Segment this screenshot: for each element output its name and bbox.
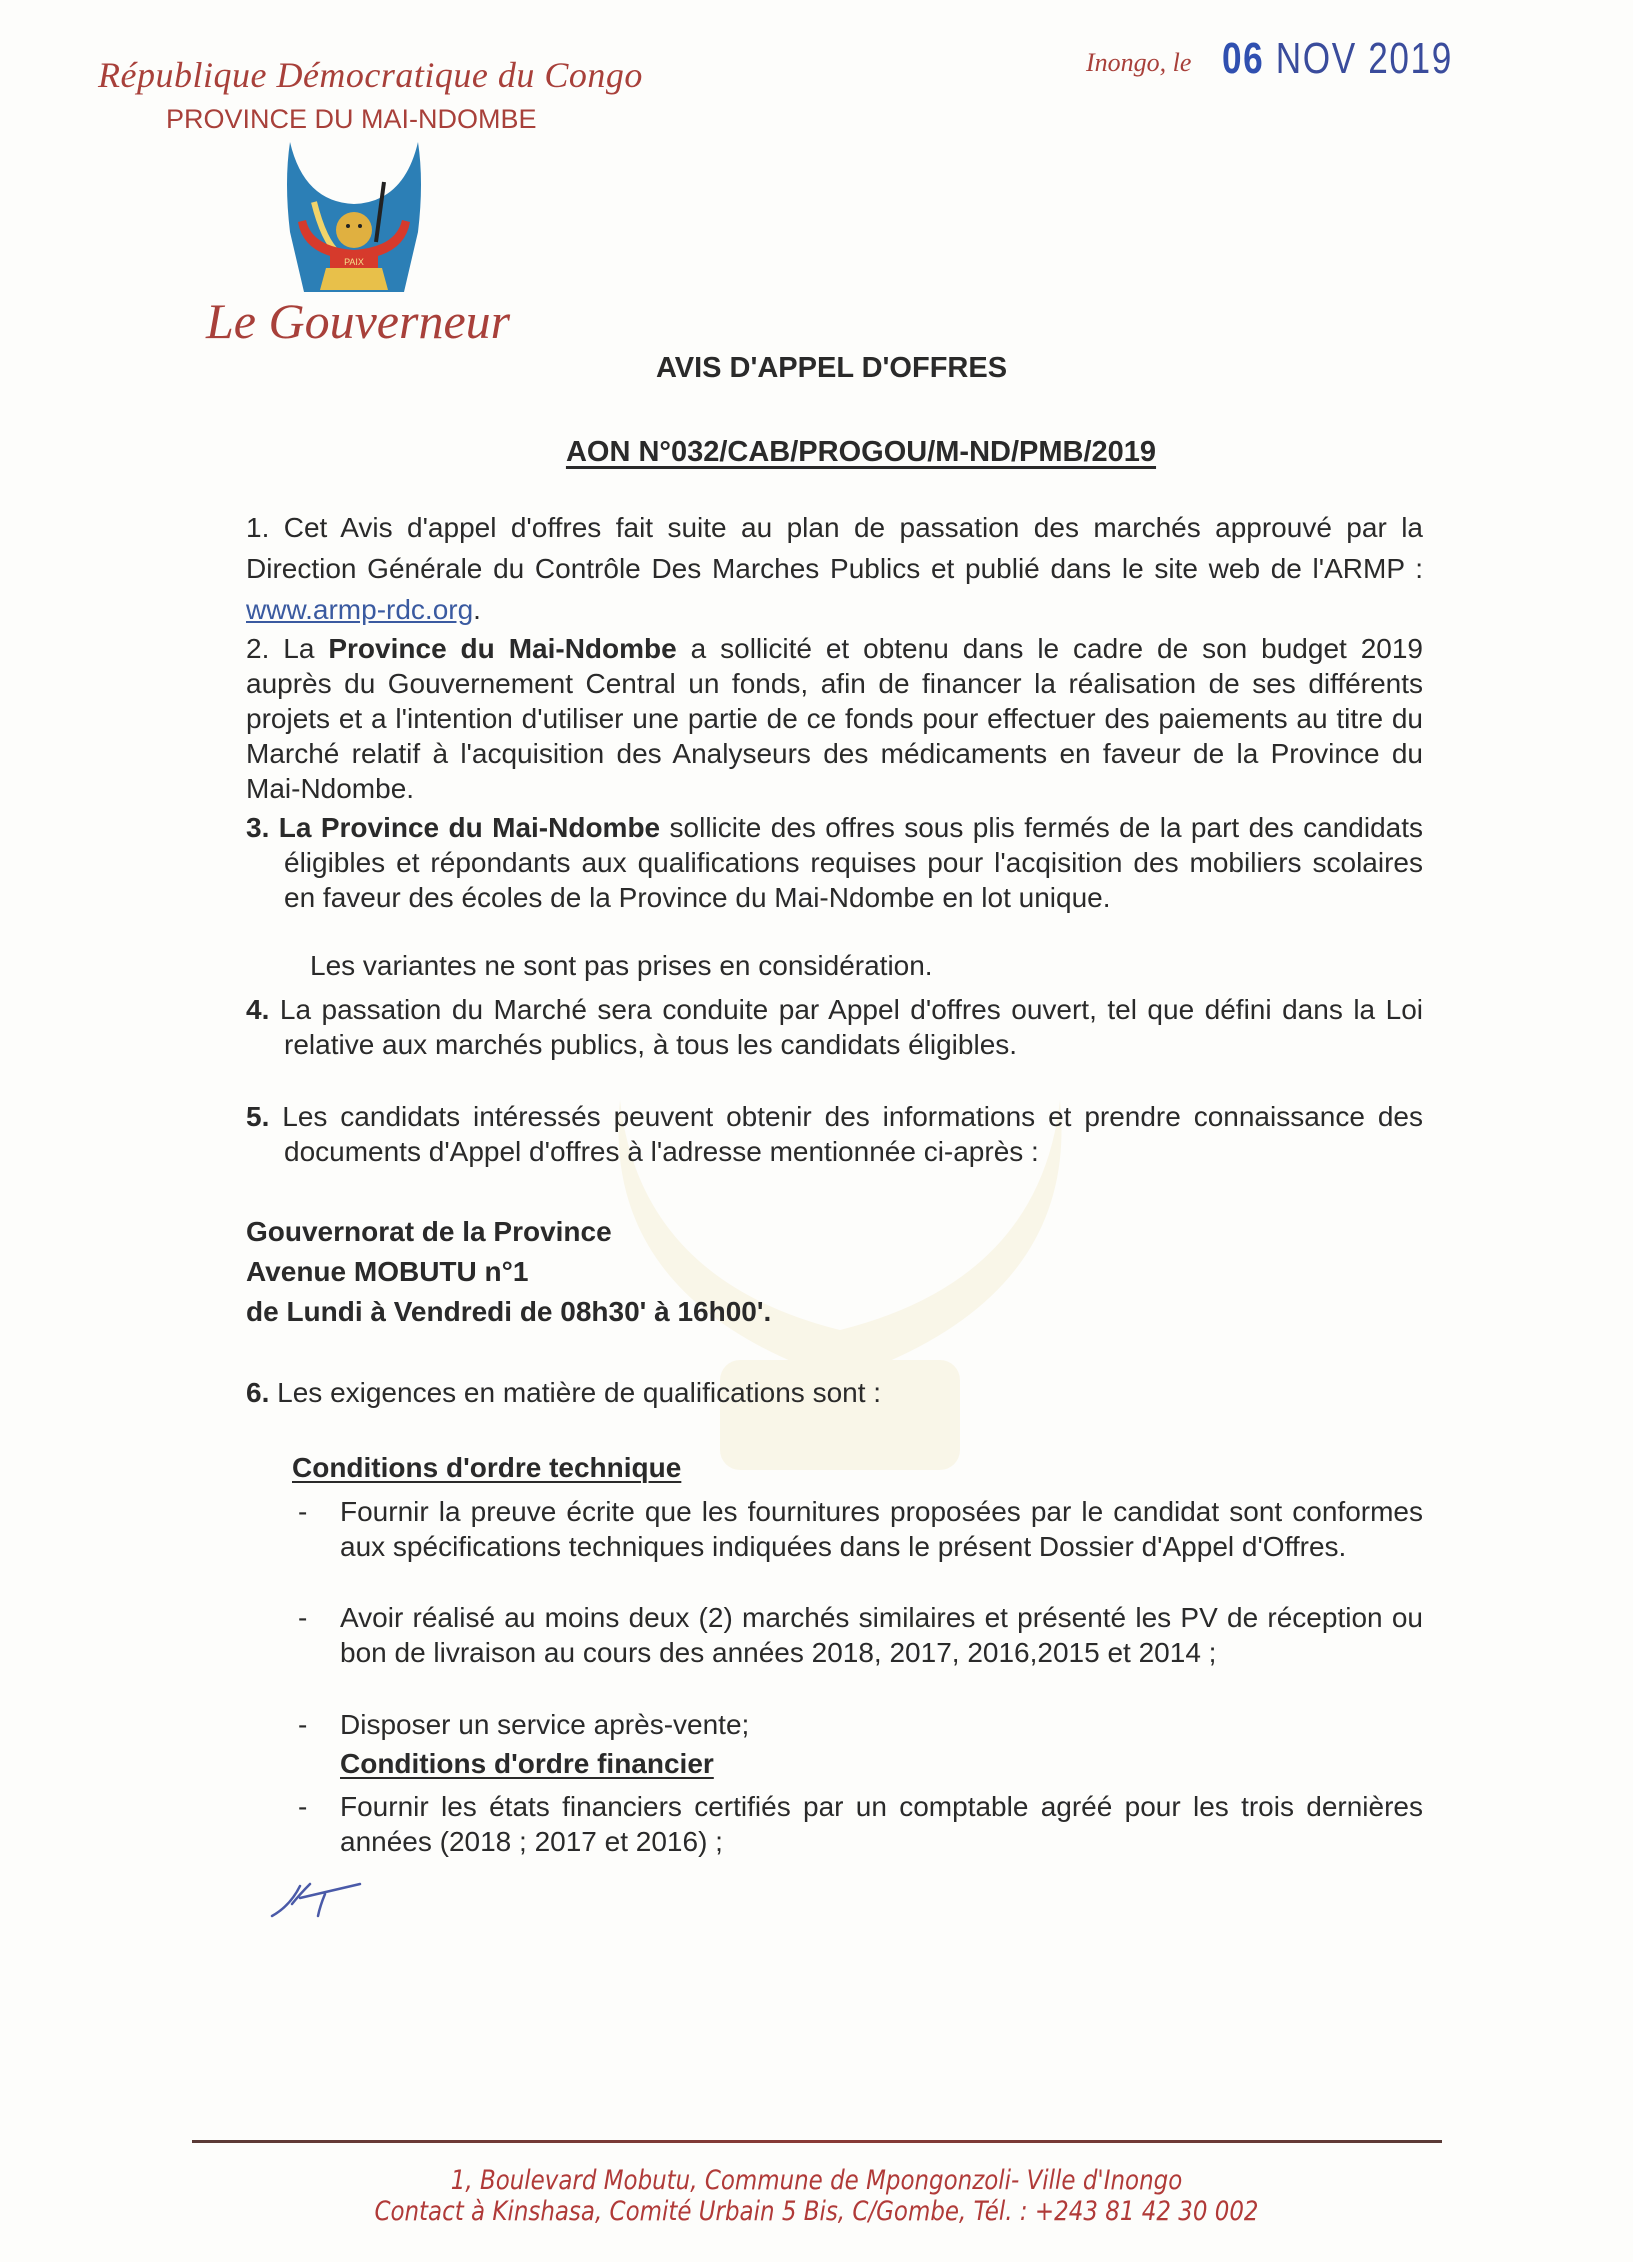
list-item-text: Fournir les états financiers certifiés par un comptable agréé pour les trois dernières années (2018 ; 2017 et 2016) ;: [340, 1791, 1423, 1857]
paragraph-6-number: 6.: [246, 1377, 270, 1408]
paragraph-4-number: 4.: [246, 994, 270, 1025]
footer-contact: Contact à Kinshasa, Comité Urbain 5 Bis, C/Gombe, Tél. : +243 81 42 30 002: [374, 2196, 1259, 2227]
coat-of-arms-emblem: [284, 142, 424, 294]
paragraph-2-text: a sollicité et obtenu dans le cadre de son budget 2019 auprès du Gouvernement Central un fonds, afin de financer la réalisation de ses différents projets et a l'intention d'utiliser une partie de ce fonds pour effectuer des paiements au titre du Marché relatif à l'acquisition des Analyseurs des médicaments en faveur de la Province du Mai-Ndombe.: [246, 633, 1424, 804]
paragraph-1-end: .: [473, 594, 481, 625]
address-line-3: de Lundi à Vendredi de 08h30' à 16h00'.: [246, 1296, 772, 1327]
svg-text:PAIX: PAIX: [344, 257, 364, 267]
paragraph-1: [246, 507, 1423, 630]
tender-reference: AON N°032/CAB/PROGOU/M-ND/PMB/2019: [565, 436, 1157, 468]
paragraph-4-text: La passation du Marché sera conduite par Appel d'offres ouvert, tel que défini dans la Loi relative aux marchés publics, à tous les candidats éligibles.: [269, 994, 1423, 1060]
list-item: [298, 1707, 1423, 1742]
bullet-dash: -: [298, 1791, 308, 1822]
armp-link[interactable]: www.armp-rdc.org: [246, 594, 474, 625]
initials-signature: [270, 1876, 370, 1920]
paragraph-3: [246, 810, 1423, 915]
country-heading: République Démocratique du Congo: [98, 55, 643, 95]
list-item: [298, 1600, 1423, 1670]
paragraph-1-text: 1. Cet Avis d'appel d'offres fait suite au plan de passation des marchés approuvé par la Direction Générale du Contrôle Des Marches Publics et publié dans le site web de l'ARMP :: [246, 512, 1423, 584]
list-item-text: Avoir réalisé au moins deux (2) marchés similaires et présenté les PV de réception ou bon de livraison au cours des années 2018, 2017, 2016,2015 et 2014 ;: [340, 1602, 1423, 1668]
bullet-dash: -: [298, 1709, 308, 1740]
date-label: Inongo, le: [1086, 48, 1192, 77]
office-title: Le Gouverneur: [206, 293, 511, 349]
list-item: [298, 1494, 1423, 1564]
province-heading: PROVINCE DU MAI-NDOMBE: [166, 104, 537, 134]
bullet-dash: -: [298, 1602, 308, 1633]
paragraph-2-pre: 2. La: [246, 633, 329, 664]
footer-divider: [192, 2140, 1442, 2143]
footer-address: 1, Boulevard Mobutu, Commune de Mpongonzoli- Ville d'Inongo: [450, 2165, 1183, 2196]
paragraph-5-number: 5.: [246, 1101, 270, 1132]
address-block: [246, 1212, 771, 1332]
paragraph-2: [246, 631, 1423, 806]
address-line-1: Gouvernorat de la Province: [246, 1216, 612, 1247]
paragraph-3-note: Les variantes ne sont pas prises en considération.: [310, 950, 933, 981]
bullet-dash: -: [298, 1496, 308, 1527]
list-item-text: Fournir la preuve écrite que les fournitures proposées par le candidat sont conformes aux spécifications techniques indiquées dans le présent Dossier d'Appel d'Offres.: [340, 1496, 1423, 1562]
date-day: 06: [1222, 34, 1265, 83]
paragraph-6-text: Les exigences en matière de qualifications sont :: [269, 1377, 882, 1408]
list-item-text: Disposer un service après-vente;: [340, 1709, 750, 1740]
paragraph-4: [246, 992, 1423, 1062]
document-title: AVIS D'APPEL D'OFFRES: [655, 352, 1008, 384]
paragraph-3-bold: 3. La Province du Mai-Ndombe: [246, 812, 661, 843]
date-month-year: NOV 2019: [1275, 34, 1453, 83]
paragraph-5: [246, 1099, 1423, 1169]
address-line-2: Avenue MOBUTU n°1: [246, 1256, 529, 1287]
paragraph-5-text: Les candidats intéressés peuvent obtenir des informations et prendre connaissance des documents d'Appel d'offres à l'adresse mentionnée ci-après :: [269, 1101, 1423, 1167]
paragraph-2-bold: Province du Mai-Ndombe: [328, 633, 677, 664]
financial-conditions-heading: Conditions d'ordre financier: [340, 1748, 714, 1779]
paragraph-3-text: sollicite des offres sous plis fermés de la part des candidats éligibles et répondants aux qualifications requises pour l'acqisition des mobiliers scolaires en faveur des écoles de la Province du Mai-Ndombe en lot unique.: [284, 812, 1423, 913]
paragraph-6: [246, 1375, 1423, 1410]
list-item: [298, 1789, 1423, 1859]
date-stamp: [1222, 34, 1453, 84]
technical-conditions-heading: Conditions d'ordre technique: [292, 1452, 682, 1483]
